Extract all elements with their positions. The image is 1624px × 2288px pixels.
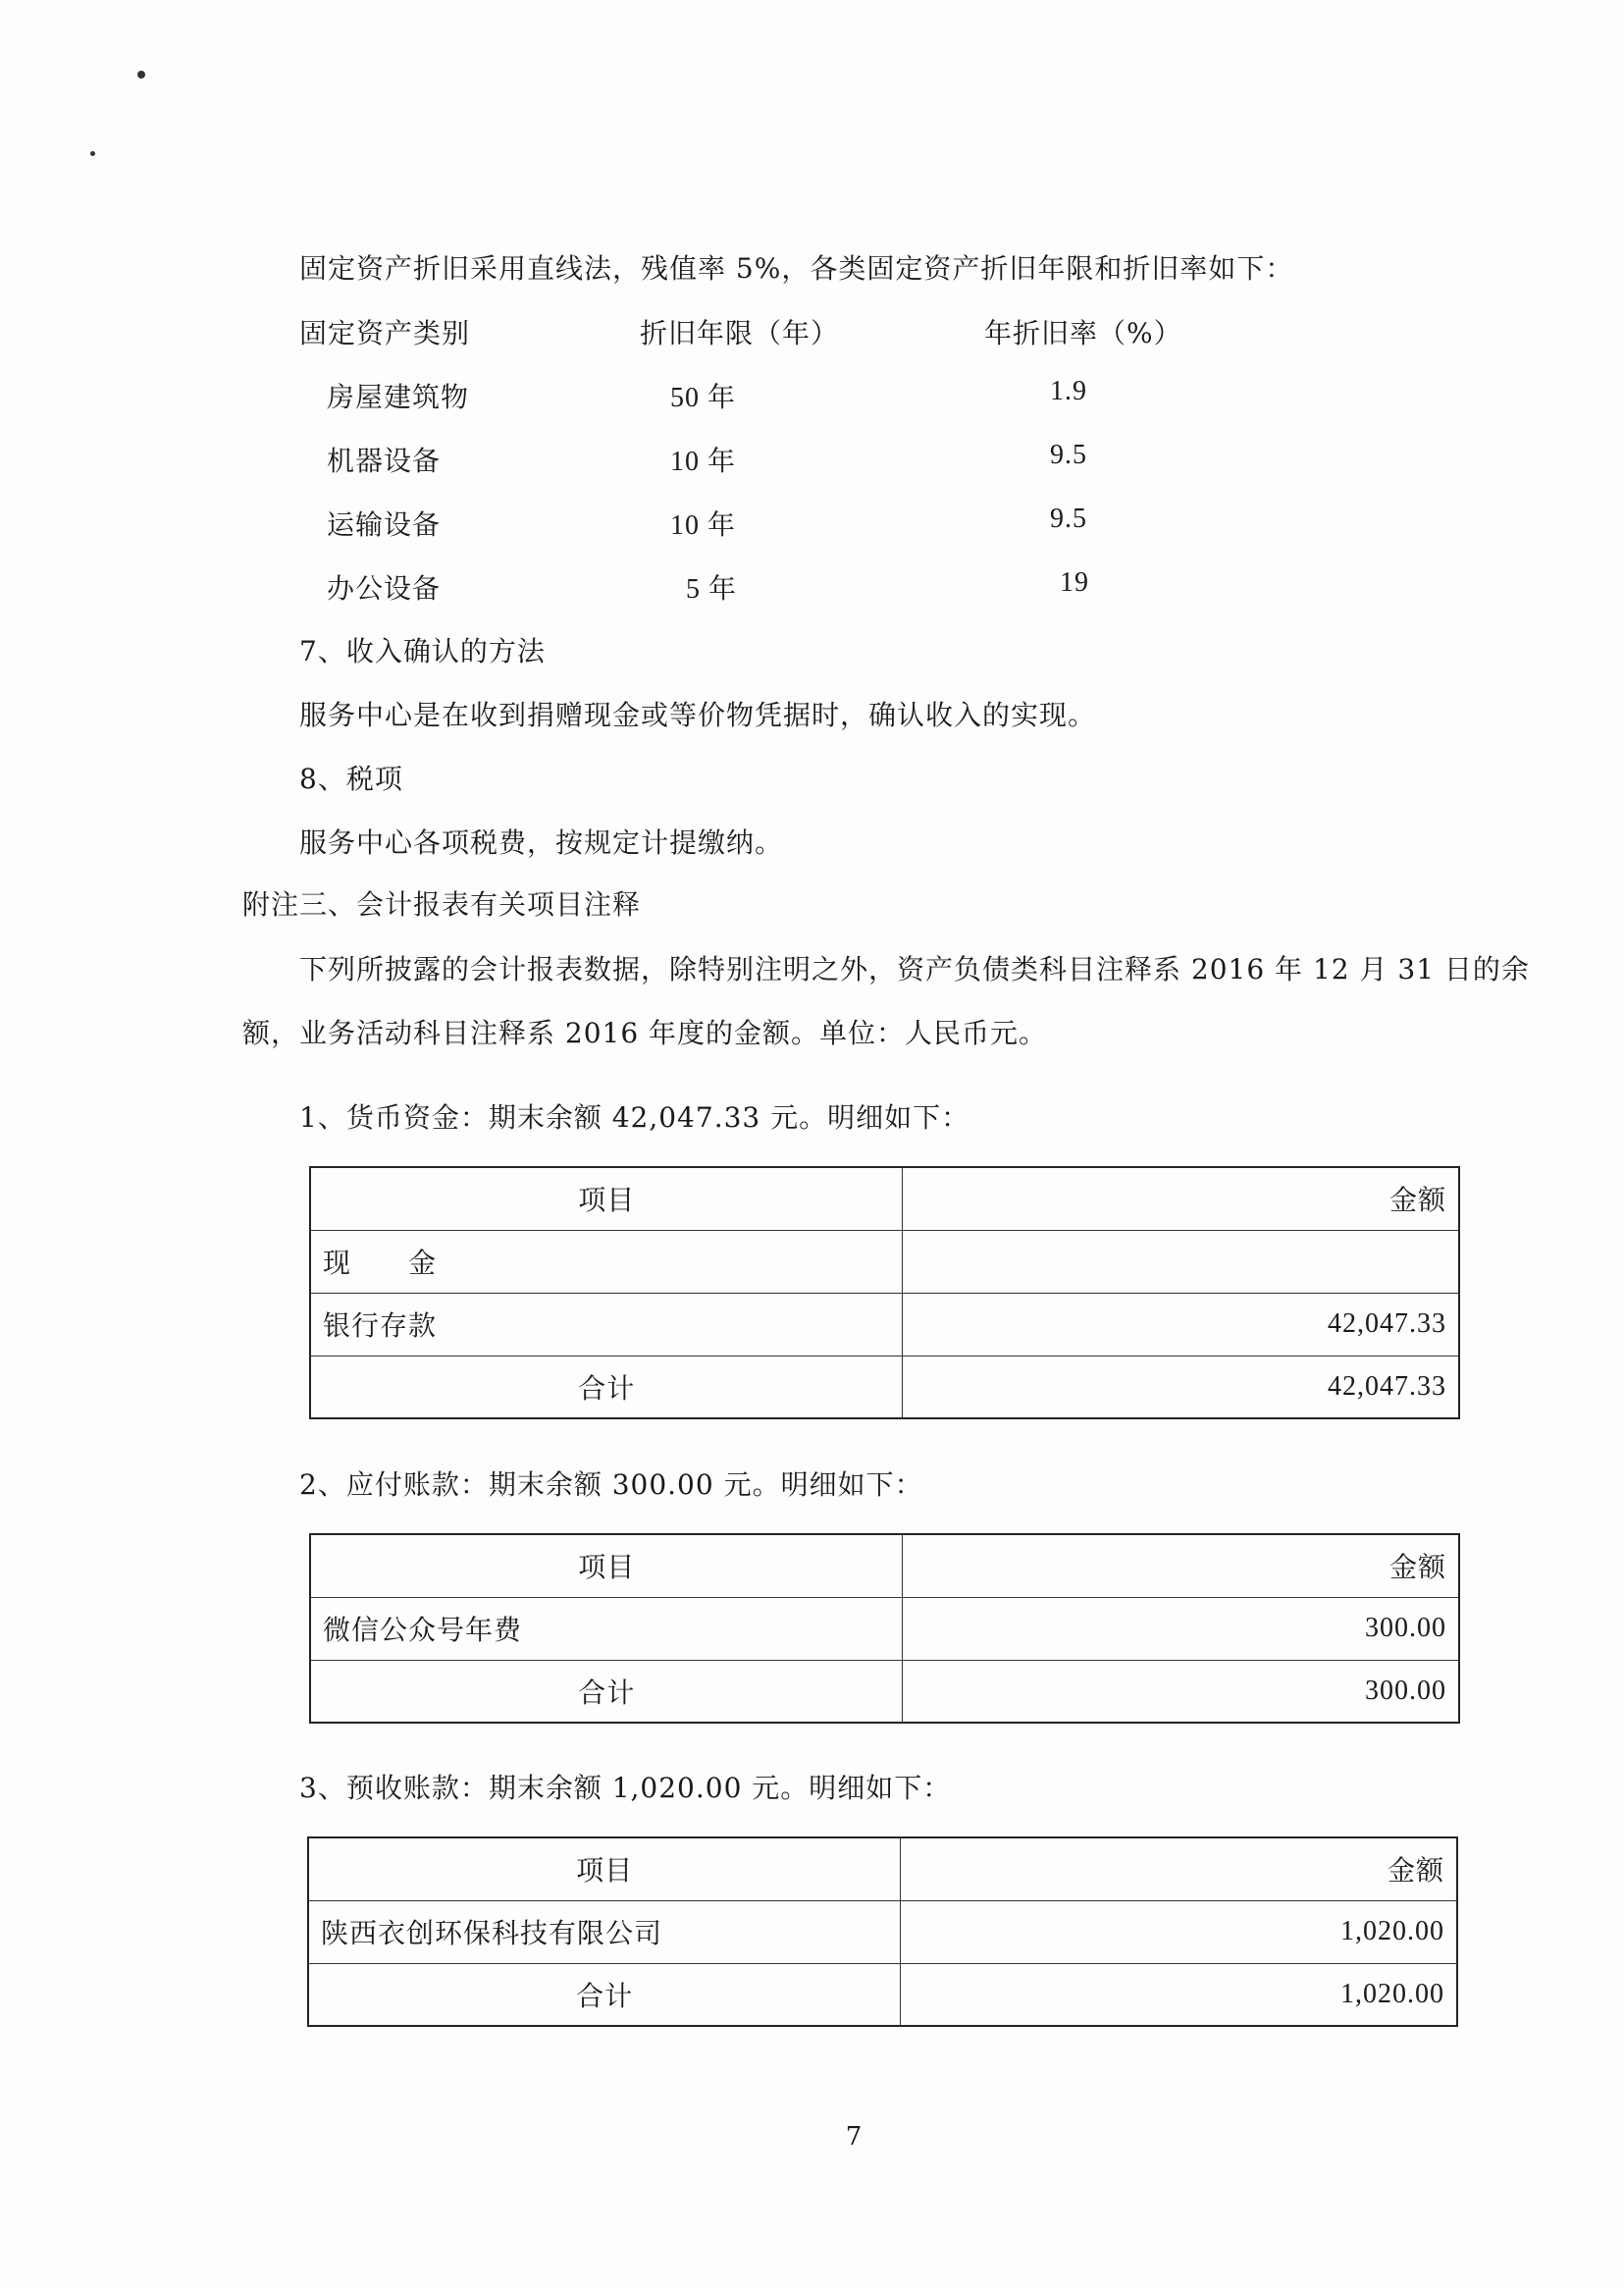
total-label: 合计	[310, 1356, 903, 1418]
table-header-row	[310, 1167, 1459, 1230]
row-amount	[903, 1230, 1459, 1293]
scan-speck	[137, 71, 145, 79]
item-2-title: 2、应付账款：期末余额 300.00 元。明细如下：	[299, 1468, 923, 1501]
rate: 9.5	[1050, 504, 1087, 534]
total-amount: 300.00	[903, 1660, 1459, 1723]
years: 10 年	[670, 447, 737, 477]
table-total-row	[310, 1660, 1459, 1723]
table-row	[310, 1597, 1459, 1660]
depreciation-row	[0, 567, 1624, 611]
section-7-body: 服务中心是在收到捐赠现金或等价物凭据时，确认收入的实现。	[299, 699, 1097, 731]
row-amount: 1,020.00	[901, 1900, 1457, 1963]
rate: 1.9	[1050, 376, 1087, 406]
years: 10 年	[670, 510, 737, 541]
header-item: 项目	[310, 1534, 903, 1597]
category: 机器设备	[327, 445, 442, 477]
cash-table	[309, 1166, 1460, 1419]
rate: 19	[1060, 567, 1089, 598]
years: 50 年	[670, 383, 737, 413]
header-amount: 金额	[903, 1534, 1459, 1597]
depreciation-row	[0, 504, 1624, 547]
scan-speck	[90, 151, 95, 156]
years: 5 年	[686, 574, 738, 605]
depreciation-intro: 固定资产折旧采用直线法，残值率 5%，各类固定资产折旧年限和折旧率如下：	[299, 252, 1294, 285]
depreciation-header-row	[0, 312, 1624, 355]
col-category-header: 固定资产类别	[299, 317, 471, 349]
table-row	[308, 1900, 1457, 1963]
section-7-title: 7、收入确认的方法	[299, 635, 546, 667]
total-label: 合计	[310, 1660, 903, 1723]
depreciation-row	[0, 376, 1624, 419]
header-item: 项目	[308, 1837, 901, 1900]
table-total-row	[310, 1356, 1459, 1418]
category: 办公设备	[327, 572, 442, 605]
row-item: 微信公众号年费	[310, 1597, 903, 1660]
depreciation-row	[0, 440, 1624, 483]
row-item: 陕西衣创环保科技有限公司	[308, 1900, 901, 1963]
row-item: 现 金	[310, 1230, 903, 1293]
header-amount: 金额	[901, 1837, 1457, 1900]
col-rate-header: 年折旧率（%）	[984, 317, 1182, 349]
total-amount: 42,047.33	[903, 1356, 1459, 1418]
rate: 9.5	[1050, 440, 1087, 470]
table-row	[310, 1293, 1459, 1356]
advance-receipts-table	[307, 1836, 1458, 2027]
row-item: 银行存款	[310, 1293, 903, 1356]
total-amount: 1,020.00	[901, 1963, 1457, 2026]
row-amount: 42,047.33	[903, 1293, 1459, 1356]
table-header-row	[308, 1837, 1457, 1900]
table-header-row	[310, 1534, 1459, 1597]
item-3-title: 3、预收账款：期末余额 1,020.00 元。明细如下：	[299, 1772, 952, 1804]
item-1-title: 1、货币资金：期末余额 42,047.33 元。明细如下：	[299, 1101, 970, 1134]
section-8-title: 8、税项	[299, 763, 403, 795]
total-label: 合计	[308, 1963, 901, 2026]
section-8-body: 服务中心各项税费，按规定计提缴纳。	[299, 826, 784, 859]
table-row	[310, 1230, 1459, 1293]
category: 运输设备	[327, 508, 442, 541]
table-total-row	[308, 1963, 1457, 2026]
category: 房屋建筑物	[327, 381, 470, 413]
note-3-paragraph-line-2: 额，业务活动科目注释系 2016 年度的金额。单位：人民币元。	[242, 1017, 1048, 1049]
note-3-heading: 附注三、会计报表有关项目注释	[242, 888, 642, 921]
page-number: 7	[845, 2122, 863, 2152]
header-item: 项目	[310, 1167, 903, 1230]
note-3-paragraph-line-1: 下列所披露的会计报表数据，除特别注明之外，资产负债类科目注释系 2016 年 12 月 31 日的余	[299, 953, 1530, 985]
header-amount: 金额	[903, 1167, 1459, 1230]
row-amount: 300.00	[903, 1597, 1459, 1660]
payables-table	[309, 1533, 1460, 1724]
col-years-header: 折旧年限（年）	[640, 317, 840, 349]
